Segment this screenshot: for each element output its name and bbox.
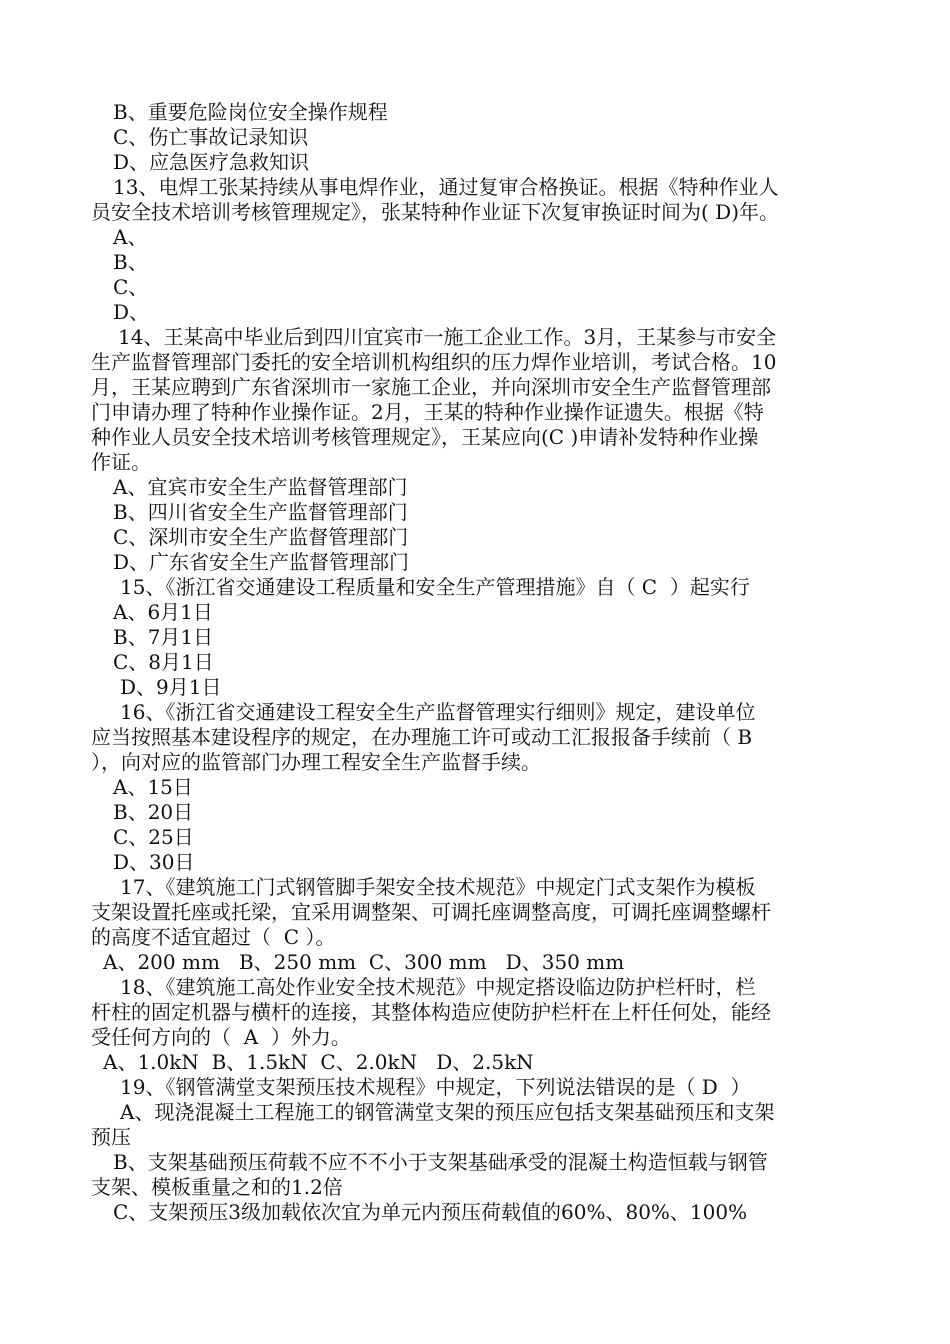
text-line: C、8月1日: [113, 650, 214, 674]
text-line: B、: [113, 250, 148, 274]
text-line: 生产监督管理部门委托的安全培训机构组织的压力焊作业培训，考试合格。10: [91, 350, 777, 374]
text-line: 种作业人员安全技术培训考核管理规定》，王某应向(C )申请补发特种作业操: [91, 425, 759, 449]
text-line: 应当按照基本建设程序的规定，在办理施工许可或动工汇报报备手续前（ B: [91, 725, 753, 749]
text-line: A、1.0kN B、1.5kN C、2.0kN D、2.5kN: [103, 1050, 534, 1074]
text-line: 16、《浙江省交通建设工程安全生产监督管理实行细则》规定，建设单位: [120, 700, 756, 724]
text-line: B、重要危险岗位安全操作规程: [113, 100, 388, 124]
text-line: 月，王某应聘到广东省深圳市一家施工企业，并向深圳市安全生产监督管理部: [91, 375, 771, 399]
text-line: 19、《钢管满堂支架预压技术规程》中规定，下列说法错误的是（ D ）: [120, 1075, 751, 1099]
text-line: A、6月1日: [113, 600, 213, 624]
text-line: D、: [113, 300, 150, 324]
text-line: 14、王某高中毕业后到四川宜宾市一施工企业工作。3月，王某参与市安全: [118, 325, 777, 349]
text-line: B、四川省安全生产监督管理部门: [113, 500, 408, 524]
text-line: 的高度不适宜超过（ C ）。: [91, 925, 336, 949]
text-line: D、9月1日: [120, 675, 222, 699]
text-line: 18、《建筑施工高处作业安全技术规范》中规定搭设临边防护栏杆时，栏: [120, 975, 756, 999]
text-line: 杆柱的固定机器与横杆的连接，其整体构造应使防护栏杆在上杆任何处，能经: [91, 1000, 771, 1024]
text-line: ），向对应的监管部门办理工程安全生产监督手续。: [91, 750, 541, 774]
text-line: B、20日: [113, 800, 194, 824]
text-line: D、30日: [113, 850, 195, 874]
text-line: C、深圳市安全生产监督管理部门: [113, 525, 409, 549]
text-line: C、25日: [113, 825, 194, 849]
text-line: C、伤亡事故记录知识: [113, 125, 309, 149]
text-line: D、应急医疗急救知识: [113, 150, 310, 174]
text-line: A、15日: [113, 775, 193, 799]
text-line: 作证。: [91, 450, 151, 474]
text-line: 预压: [91, 1125, 131, 1149]
text-line: A、现浇混凝土工程施工的钢管满堂支架的预压应包括支架基础预压和支架: [120, 1100, 775, 1124]
text-line: A、200 mm B、250 mm C、300 mm D、350 mm: [103, 950, 625, 974]
text-line: A、: [113, 225, 148, 249]
text-line: 支架设置托座或托梁，宜采用调整架、可调托座调整高度，可调托座调整螺杆: [91, 900, 771, 924]
text-line: C、: [113, 275, 149, 299]
text-line: D、广东省安全生产监督管理部门: [113, 550, 410, 574]
text-line: 受任何方向的（ A ）外力。: [91, 1025, 351, 1049]
text-line: A、宜宾市安全生产监督管理部门: [113, 475, 408, 499]
text-line: 员安全技术培训考核管理规定》，张某特种作业证下次复审换证时间为( D)年。: [91, 200, 779, 224]
text-line: 15、《浙江省交通建设工程质量和安全生产管理措施》自（ C ）起实行: [120, 575, 750, 599]
text-line: C、支架预压3级加载依次宜为单元内预压荷载值的60%、80%、100%: [113, 1200, 748, 1224]
text-line: 门申请办理了特种作业操作证。2月，王某的特种作业操作证遗失。根据《特: [91, 400, 764, 424]
text-line: 支架、模板重量之和的1.2倍: [91, 1175, 343, 1199]
text-line: B、支架基础预压荷载不应不不小于支架基础承受的混凝土构造恒载与钢管: [113, 1150, 768, 1174]
text-line: 13、电焊工张某持续从事电焊作业，通过复审合格换证。根据《特种作业人: [113, 175, 779, 199]
text-line: 17、《建筑施工门式钢管脚手架安全技术规范》中规定门式支架作为模板: [120, 875, 756, 899]
text-line: B、7月1日: [113, 625, 214, 649]
